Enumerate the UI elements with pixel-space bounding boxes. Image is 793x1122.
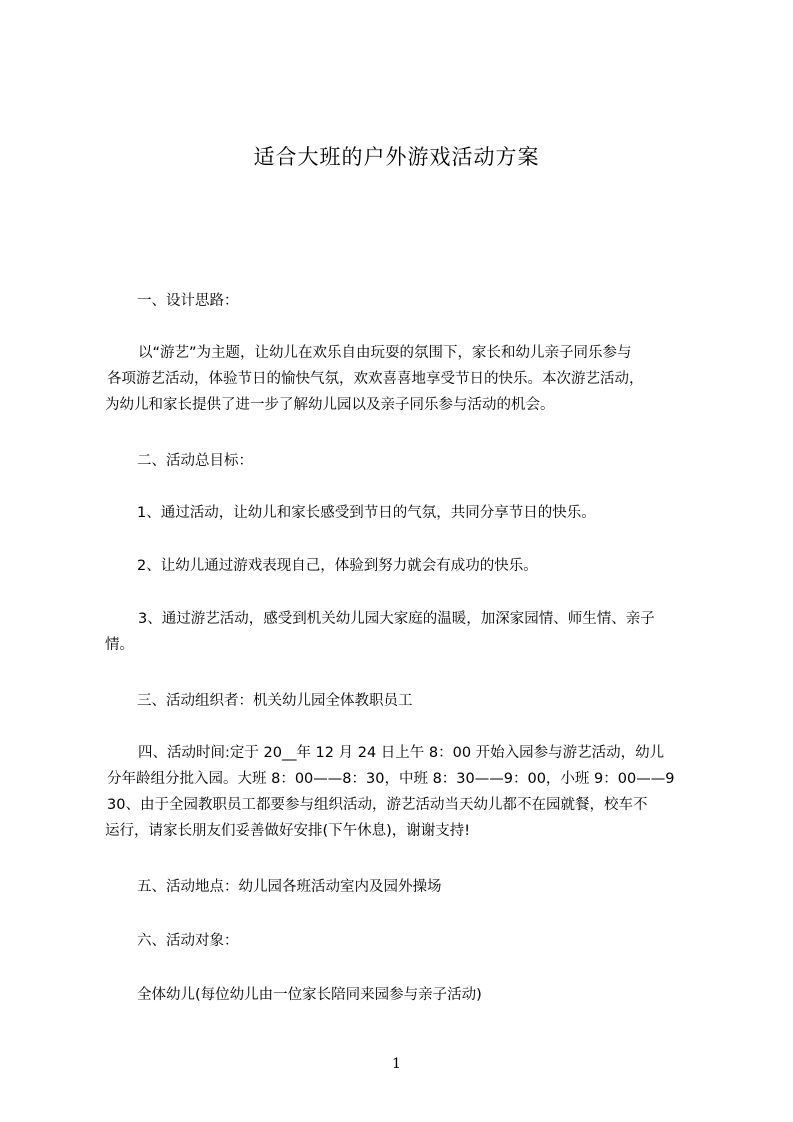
- goal-3: [105, 606, 705, 658]
- goal-3-line: 情。: [105, 637, 134, 653]
- section-1-line: 各项游艺活动，体验节日的愉快气氛，欢欢喜喜地享受节日的快乐。本次游艺活动，: [107, 371, 644, 387]
- section-1-line: 以“游艺”为主题，让幼儿在欢乐自由玩耍的氛围下，家长和幼儿亲子同乐参与: [138, 345, 632, 361]
- section-2-heading: 二、活动总目标：: [137, 453, 253, 469]
- section-4-line: 四、活动时间:定于 20__年 12 月 24 日上午 8：00 开始入园参与游艺活动，幼儿: [138, 745, 665, 761]
- section-1-line: 为幼儿和家长提供了进一步了解幼儿园以及亲子同乐参与活动的机会。: [105, 397, 555, 413]
- section-3-heading: 三、活动组织者：机关幼儿园全体教职员工: [137, 693, 413, 709]
- goal-2: 2、让幼儿通过游戏表现自己，体验到努力就会有成功的快乐。: [137, 558, 538, 574]
- goal-3-line: 3、通过游艺活动，感受到机关幼儿园大家庭的温暖，加深家园情、师生情、亲子: [138, 611, 655, 627]
- section-4-body: [105, 740, 705, 844]
- section-6-body: 全体幼儿(每位幼儿由一位家长陪同来园参与亲子活动): [137, 987, 482, 1003]
- page-number: 1: [392, 1056, 401, 1072]
- section-5-heading: 五、活动地点：幼儿园各班活动室内及园外操场: [137, 879, 442, 895]
- section-1-heading: 一、设计思路：: [137, 293, 239, 309]
- section-4-line: 运行，请家长朋友们妥善做好安排(下午休息)，谢谢支持!: [105, 823, 471, 839]
- section-1-body: [105, 340, 705, 418]
- section-4-line: 30、由于全园教职员工都要参与组织活动，游艺活动当天幼儿都不在园就餐，校车不: [107, 797, 648, 813]
- section-6-heading: 六、活动对象：: [137, 933, 239, 949]
- section-4-line: 分年龄组分批入园。大班 8：00——8：30，中班 8：30——9：00，小班 9：00——9: [107, 771, 675, 787]
- document-title: 适合大班的户外游戏活动方案: [253, 145, 540, 169]
- goal-1: 1、通过活动，让幼儿和家长感受到节日的气氛，共同分享节日的快乐。: [137, 505, 596, 521]
